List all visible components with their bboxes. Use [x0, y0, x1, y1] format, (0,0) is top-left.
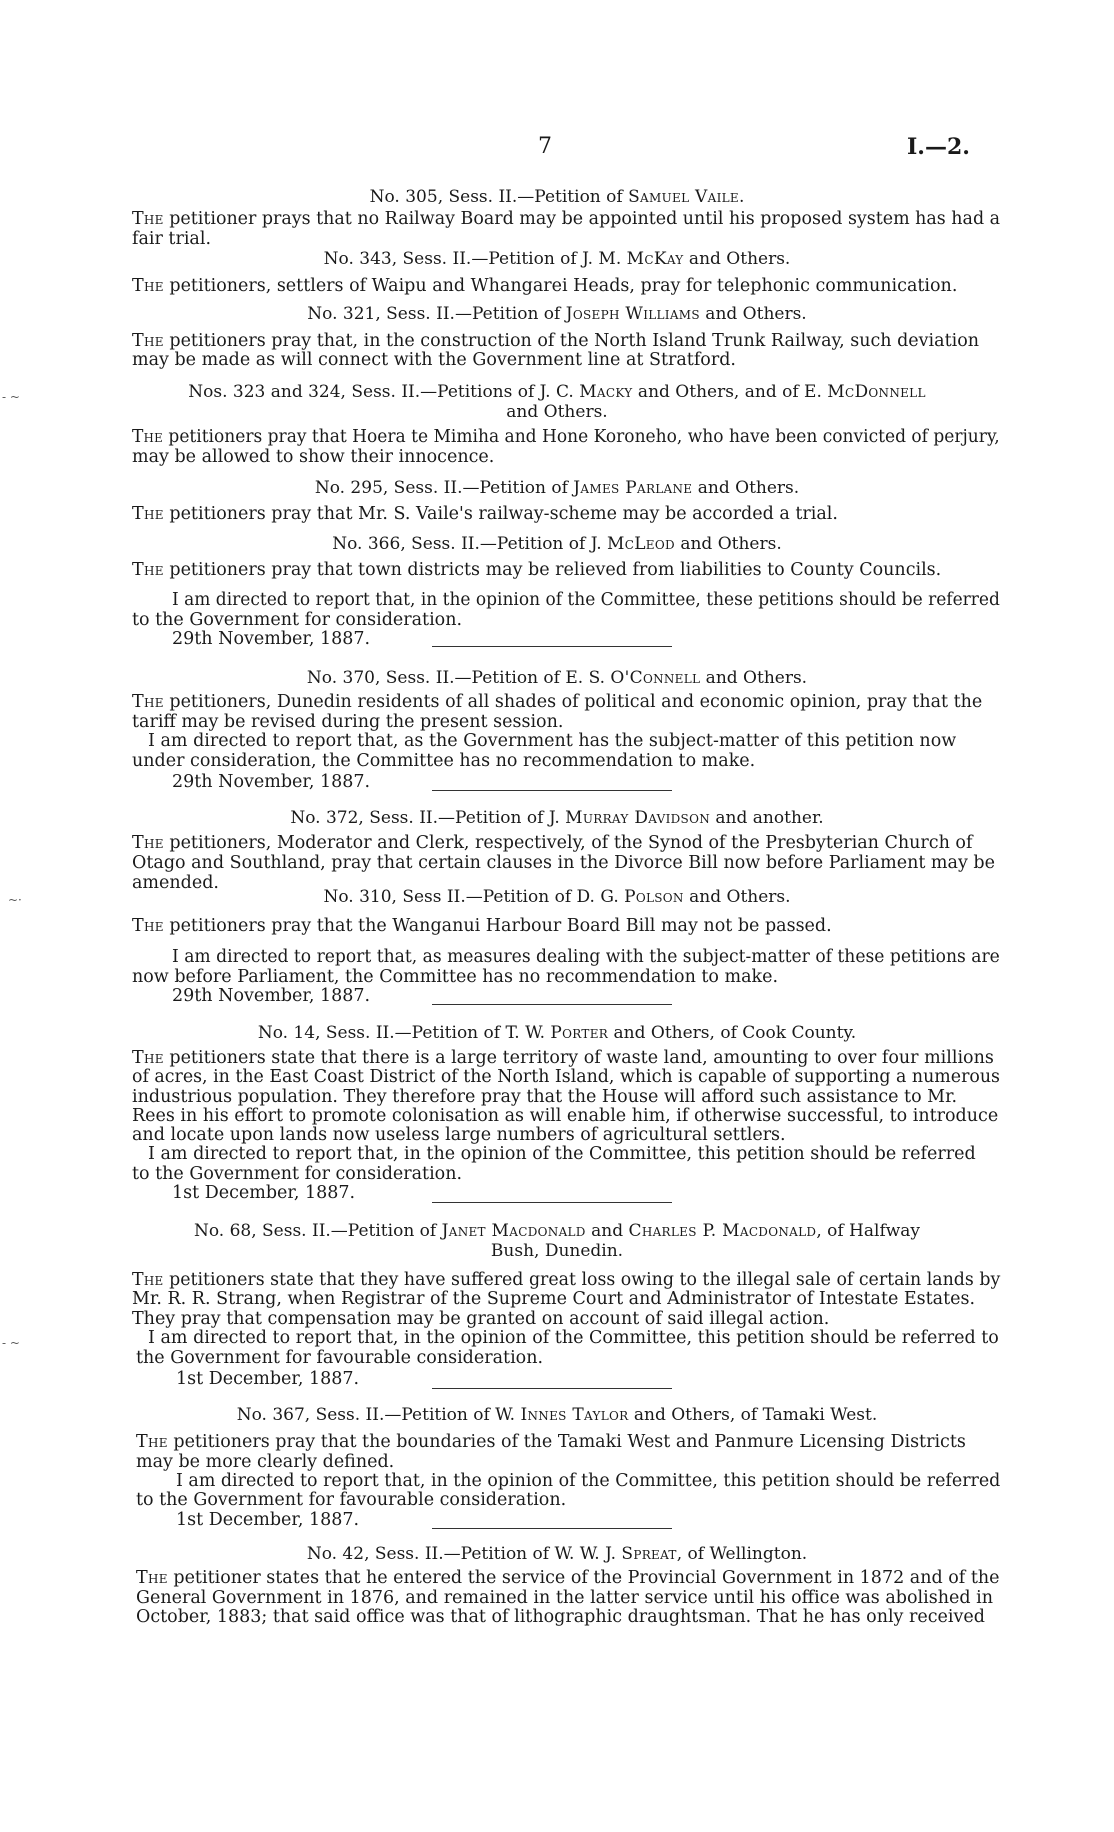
petition-body: The petitioners pray that, in the construction of the North Island Trunk Railway, such deviation	[132, 331, 980, 351]
petition-body: of acres, in the East Coast District of the North Island, which is capable of supporting a numerous	[132, 1067, 1000, 1087]
report-date: 1st December, 1887.	[176, 1510, 360, 1530]
petition-body: They pray that compensation may be granted on account of said illegal action.	[132, 1309, 830, 1329]
petition-body: The petitioners pray that Mr. S. Vaile's railway-scheme may be accorded a trial.	[132, 504, 838, 524]
petition-body: The petitioner states that he entered the service of the Provincial Government in 1872 and of the	[136, 1568, 1000, 1588]
section-divider	[432, 1528, 672, 1529]
section-divider	[432, 646, 672, 647]
petition-body: Rees in his effort to promote colonisation as will enable him, if otherwise successful, to introduce	[132, 1106, 999, 1126]
petition-heading: No. 372, Sess. II.—Petition of J. Murray Davidson and another.	[290, 808, 824, 828]
petition-body: The petitioners pray that Hoera te Mimiha and Hone Koroneho, who have been convicted of perjury,	[132, 427, 1000, 447]
petition-body: may be made as will connect with the Government line at Stratford.	[132, 350, 736, 370]
report-date: 1st December, 1887.	[172, 1183, 356, 1203]
petition-body: October, 1883; that said office was that of lithographic draughtsman. That he has only received	[136, 1607, 985, 1627]
petition-body: may be more clearly defined.	[136, 1452, 395, 1472]
petition-heading: No. 68, Sess. II.—Petition of Janet Macdonald and Charles P. Macdonald, of Halfway	[193, 1221, 921, 1241]
petition-body: and locate upon lands now useless large numbers of agricultural settlers.	[132, 1125, 786, 1145]
committee-report: I am directed to report that, in the opinion of the Committee, these petitions should be referred	[172, 590, 1000, 610]
petition-body: industrious population. They therefore pray that the House will afford such assistance to Mr.	[132, 1087, 958, 1107]
petition-body: Otago and Southland, pray that certain clauses in the Divorce Bill now before Parliament may be	[132, 853, 995, 873]
petition-heading: No. 295, Sess. II.—Petition of James Parlane and Others.	[314, 478, 800, 498]
margin-mark: - ~	[2, 1336, 20, 1350]
committee-report: I am directed to report that, in the opinion of the Committee, this petition should be referred	[176, 1471, 1001, 1491]
petition-heading: Bush, Dunedin.	[490, 1241, 624, 1261]
section-divider	[432, 1202, 672, 1203]
petition-body: The petitioner prays that no Railway Board may be appointed until his proposed system has had a	[132, 209, 1001, 229]
petition-heading: No. 370, Sess. II.—Petition of E. S. O'Connell and Others.	[306, 668, 808, 688]
petition-body: The petitioners pray that the Wanganui Harbour Board Bill may not be passed.	[132, 916, 832, 936]
margin-mark: - ~	[2, 390, 20, 404]
petition-body: amended.	[132, 873, 219, 893]
petition-body: The petitioners pray that the boundaries of the Tamaki West and Panmure Licensing Districts	[136, 1432, 966, 1452]
petition-heading: No. 367, Sess. II.—Petition of W. Innes Taylor and Others, of Tamaki West.	[236, 1405, 878, 1425]
petition-body: The petitioners, Moderator and Clerk, respectively, of the Synod of the Presbyterian Church of	[132, 833, 973, 853]
petition-body: fair trial.	[132, 229, 212, 249]
section-divider	[432, 1388, 672, 1389]
page-number: 7	[538, 134, 552, 159]
petition-body: The petitioners pray that town districts may be relieved from liabilities to County Councils.	[132, 560, 942, 580]
section-divider	[432, 790, 672, 791]
petition-body: General Government in 1876, and remained in the latter service until his office was abolished in	[136, 1588, 993, 1608]
petition-body: Mr. R. R. Strang, when Registrar of the Supreme Court and Administrator of Intestate Estates.	[132, 1289, 976, 1309]
committee-report: now before Parliament, the Committee has no recommendation to make.	[132, 967, 779, 987]
petition-body: tariff may be revised during the present session.	[132, 712, 564, 732]
committee-report: I am directed to report that, in the opinion of the Committee, this petition should be referred	[148, 1144, 976, 1164]
petition-body: The petitioners, settlers of Waipu and Whangarei Heads, pray for telephonic communication.	[132, 276, 958, 296]
petition-body: The petitioners state that they have suffered great loss owing to the illegal sale of certain lands by	[132, 1270, 1001, 1290]
document-reference: I.—2.	[907, 134, 970, 160]
report-date: 1st December, 1887.	[176, 1369, 360, 1389]
petition-heading: No. 14, Sess. II.—Petition of T. W. Porter and Others, of Cook County.	[257, 1023, 857, 1043]
committee-report: I am directed to report that, as the Government has the subject-matter of this petition now	[148, 731, 957, 751]
petition-heading: No. 310, Sess II.—Petition of D. G. Polson and Others.	[323, 887, 791, 907]
report-date: 29th November, 1887.	[172, 772, 371, 792]
committee-report: to the Government for consideration.	[132, 1164, 463, 1184]
petition-heading: No. 305, Sess. II.—Petition of Samuel Vaile.	[369, 187, 745, 207]
petition-heading: and Others.	[506, 402, 608, 422]
report-date: 29th November, 1887.	[172, 986, 371, 1006]
committee-report: under consideration, the Committee has no recommendation to make.	[132, 751, 756, 771]
petition-heading: Nos. 323 and 324, Sess. II.—Petitions of J. C. Macky and Others, and of E. McDonnell	[188, 382, 926, 402]
section-divider	[432, 1004, 672, 1005]
committee-report: I am directed to report that, in the opinion of the Committee, this petition should be referred to	[148, 1328, 999, 1348]
committee-report: I am directed to report that, as measures dealing with the subject-matter of these petitions are	[172, 947, 1000, 967]
petition-heading: No. 321, Sess. II.—Petition of Joseph Williams and Others.	[307, 304, 807, 324]
petition-body: may be allowed to show their innocence.	[132, 447, 495, 467]
petition-heading: No. 42, Sess. II.—Petition of W. W. J. Spreat, of Wellington.	[306, 1544, 808, 1564]
petition-heading: No. 366, Sess. II.—Petition of J. McLeod and Others.	[332, 534, 782, 554]
petition-body: The petitioners, Dunedin residents of all shades of political and economic opinion, pray that the	[132, 692, 983, 712]
report-date: 29th November, 1887.	[172, 629, 371, 649]
committee-report: to the Government for favourable consideration.	[136, 1490, 567, 1510]
petition-body: The petitioners state that there is a large territory of waste land, amounting to over four millions	[132, 1048, 994, 1068]
committee-report: to the Government for consideration.	[132, 610, 463, 630]
margin-mark: ~·	[8, 893, 22, 907]
committee-report: the Government for favourable consideration.	[136, 1348, 544, 1368]
petition-heading: No. 343, Sess. II.—Petition of J. M. McKay and Others.	[323, 249, 791, 269]
